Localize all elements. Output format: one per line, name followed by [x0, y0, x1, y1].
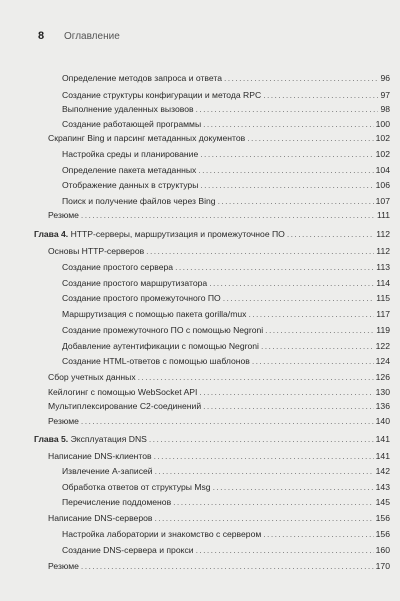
dot-leader [199, 387, 373, 398]
toc-entry-title: Сбор учетных данных [48, 372, 136, 382]
dot-leader [155, 466, 374, 477]
toc-entry-title: Создание структуры конфигурации и метода RPC [62, 90, 262, 100]
toc-page-number: 145 [375, 497, 390, 507]
chapter-label: Глава 4. [34, 229, 69, 239]
toc-entry [62, 309, 390, 320]
dot-leader [138, 372, 374, 383]
toc-page-number: 98 [380, 104, 390, 114]
toc-entry [62, 293, 390, 304]
toc-entry [62, 545, 390, 556]
toc-page-number: 102 [375, 133, 390, 143]
toc-entry [62, 325, 390, 336]
toc-entry [62, 497, 390, 508]
dot-leader [247, 133, 373, 144]
toc-entry-title: Резюме [48, 416, 79, 426]
dot-leader [209, 278, 374, 289]
dot-leader [224, 73, 378, 84]
toc-entry-title: Мультиплексирование C2-соединений [48, 401, 202, 411]
toc-entry [62, 165, 390, 176]
toc-entry [62, 341, 390, 352]
toc-entry [62, 356, 390, 367]
dot-leader [203, 119, 374, 130]
toc-entry-title: Создание промежуточного ПО с помощью Negroni [62, 325, 264, 335]
toc-page-number: 142 [375, 466, 390, 476]
toc-entry [48, 372, 390, 383]
toc-page-number: 141 [375, 434, 390, 444]
toc-page-number: 119 [376, 325, 390, 335]
dot-leader [154, 513, 373, 524]
toc-entry [62, 482, 390, 493]
dot-leader [149, 434, 374, 445]
toc-entry [62, 529, 390, 540]
dot-leader [175, 262, 374, 273]
toc-page-number: 104 [375, 165, 390, 175]
toc-entry-title: Создание простого маршрутизатора [62, 278, 208, 288]
toc-entry-title: Резюме [48, 561, 79, 571]
toc-entry-title: Обработка ответов от структуры Msg [62, 482, 211, 492]
toc-entry [62, 119, 390, 130]
toc-entry-title: Извлечение A-записей [62, 466, 153, 476]
dot-leader [81, 561, 374, 572]
toc-entry [48, 246, 390, 257]
dot-leader [173, 497, 374, 508]
toc-page-number: 126 [375, 372, 390, 382]
dot-leader [200, 149, 373, 160]
toc-entry [48, 387, 390, 398]
toc-entry-title: Резюме [48, 210, 79, 220]
toc-page-number: 102 [375, 149, 390, 159]
toc-chapter-entry [34, 229, 390, 240]
toc-entry-title: Создание DNS-сервера и прокси [62, 545, 194, 555]
toc-entry-title: Отображение данных в структуры [62, 180, 199, 190]
toc-entry [62, 278, 390, 289]
toc-page-number: 170 [375, 561, 390, 571]
dot-leader [248, 309, 374, 320]
toc-entry [62, 180, 390, 191]
dot-leader [218, 196, 374, 207]
toc-entry-title: Создание HTML-ответов с помощью шаблонов [62, 356, 250, 366]
toc-page-number: 136 [375, 401, 390, 411]
toc-entry [62, 466, 390, 477]
toc-page-number: 156 [375, 513, 390, 523]
dot-leader [261, 341, 374, 352]
toc-page-number: 140 [375, 416, 390, 426]
dot-leader [196, 545, 374, 556]
toc-page-number: 97 [380, 90, 390, 100]
toc-entry-title: Создание работающей программы [62, 119, 202, 129]
toc-entry [48, 133, 390, 144]
toc-entry [48, 401, 390, 412]
toc-entry [48, 513, 390, 524]
toc-page-number: 143 [375, 482, 390, 492]
toc-page-number: 112 [376, 229, 390, 239]
toc-entry [48, 561, 390, 572]
dot-leader [265, 325, 374, 336]
toc-entry-title: Написание DNS-серверов [48, 513, 153, 523]
toc-entry-title: Скрапинг Bing и парсинг метаданных документов [48, 133, 246, 143]
toc-entry [62, 196, 390, 207]
toc-page-number: 107 [375, 196, 390, 206]
toc-page-number: 117 [376, 309, 390, 319]
toc-page-number: 122 [375, 341, 390, 351]
toc-page-number: 115 [376, 293, 390, 303]
toc-entry-title: Настройка лаборатории и знакомство с сервером [62, 529, 262, 539]
toc-entry-title: Создание простого сервера [62, 262, 174, 272]
toc-entry-title: Выполнение удаленных вызовов [62, 104, 194, 114]
toc-entry-title: Настройка среды и планирование [62, 149, 199, 159]
toc-entry-title: Добавление аутентификации с помощью Negroni [62, 341, 259, 351]
toc-entry [48, 210, 390, 221]
toc-entry [62, 73, 390, 84]
chapter-label: Глава 5. [34, 434, 69, 444]
dot-leader [196, 104, 379, 115]
toc-page-number: 100 [375, 119, 390, 129]
toc-page-number: 114 [376, 278, 390, 288]
running-header-title: Оглавление [64, 31, 120, 42]
dot-leader [146, 246, 374, 257]
toc-chapter-entry [34, 434, 390, 445]
toc-page-number: 106 [375, 180, 390, 190]
toc-entry [62, 262, 390, 273]
toc-page-number: 96 [380, 73, 390, 83]
toc-page-number: 160 [375, 545, 390, 555]
toc-entry-title: Перечисление поддоменов [62, 497, 172, 507]
toc-entry-title: Определение методов запроса и ответа [62, 73, 222, 83]
toc-entry [62, 90, 390, 101]
toc-page-number: 112 [376, 246, 390, 256]
dot-leader [263, 529, 373, 540]
toc-entry-title: Кейлогинг с помощью WebSocket API [48, 387, 198, 397]
dot-leader [81, 416, 374, 427]
toc-entry-title: Поиск и получение файлов через Bing [62, 196, 216, 206]
toc-page-number: 111 [376, 210, 390, 220]
dot-leader [198, 165, 373, 176]
toc-entry-title: Основы HTTP-серверов [48, 246, 145, 256]
toc-entry-title: Написание DNS-клиентов [48, 451, 152, 461]
toc-page-number: 124 [375, 356, 390, 366]
toc-entry [62, 149, 390, 160]
dot-leader [154, 451, 374, 462]
toc-page-number: 130 [375, 387, 390, 397]
toc-page-number: 141 [375, 451, 390, 461]
toc-entry-title: Глава 4. HTTP-серверы, маршрутизация и промежуточное ПО [34, 229, 285, 239]
page-number: 8 [38, 30, 45, 42]
toc-entry-title: Глава 5. Эксплуатация DNS [34, 434, 147, 444]
dot-leader [263, 90, 378, 101]
toc-entry [48, 451, 390, 462]
dot-leader [213, 482, 374, 493]
dot-leader [200, 180, 373, 191]
toc-entry [62, 104, 390, 115]
dot-leader [81, 210, 375, 221]
dot-leader [223, 293, 375, 304]
toc-entry-title: Маршрутизация с помощью пакета gorilla/mux [62, 309, 247, 319]
toc-entry-title: Создание простого промежуточного ПО [62, 293, 221, 303]
toc-entry-title: Определение пакета метаданных [62, 165, 197, 175]
dot-leader [203, 401, 374, 412]
toc-page-number: 156 [375, 529, 390, 539]
dot-leader [252, 356, 374, 367]
dot-leader [287, 229, 374, 240]
toc-entry [48, 416, 390, 427]
toc-page-number: 113 [376, 262, 390, 272]
